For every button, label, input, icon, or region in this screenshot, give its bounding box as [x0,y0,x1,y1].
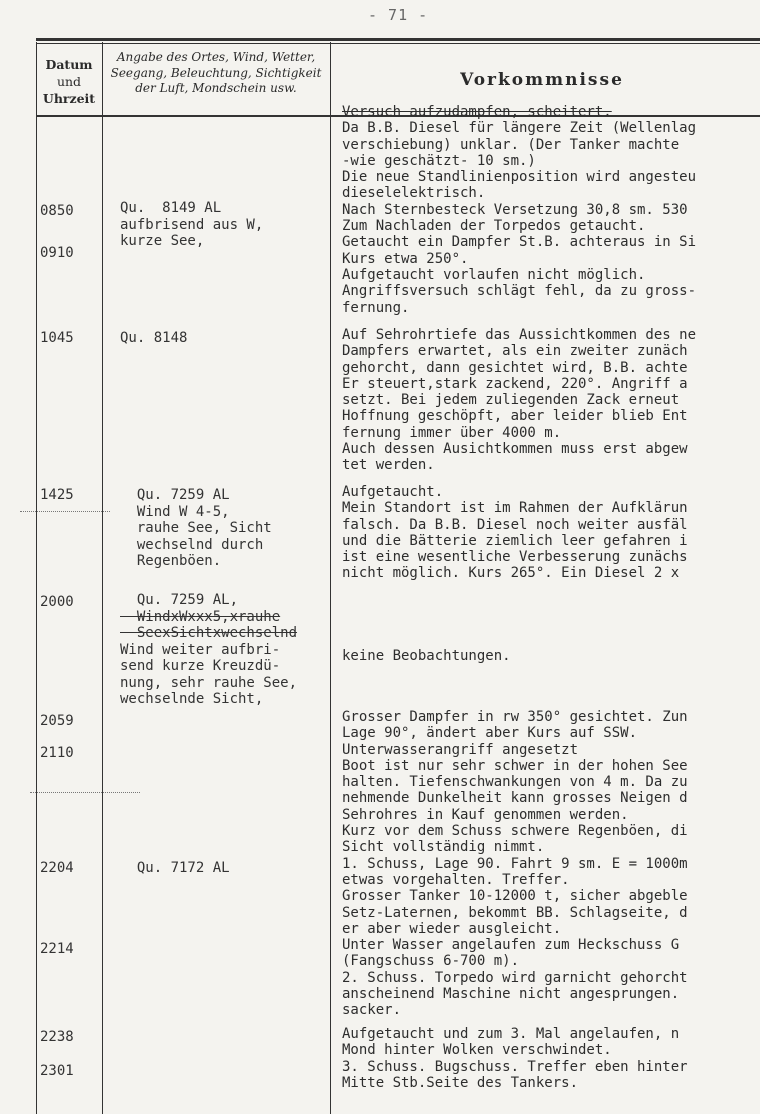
event-entry [342,327,760,474]
event-line: Auf Sehrohrtiefe das Aussichtkommen des ne [342,327,697,343]
location-line: send kurze Kreuzdü- [120,658,281,674]
location-entry [120,592,345,708]
location-line: nung, sehr rauhe See, [120,674,298,691]
event-line: Da B.B. Diesel für längere Zeit (Wellenlag [342,120,697,137]
location-line: WindxWxxx5,xrauhe [120,608,281,625]
dotted-mark [20,511,110,512]
event-line: und die Bätterie ziemlich leer gefahren i [342,532,688,549]
header-angabe: Angabe des Ortes, Wind, Wetter, Seegang, Beleuchtung, Sichtigkeit der Luft, Mondschein usw. [110,50,322,95]
event-line: Lage 90°, ändert aber Kurs auf SSW. [342,725,638,742]
event-line: Boot ist nur sehr schwer in der hohen See [342,757,688,774]
time-entry: 2301 [40,1063,74,1079]
event-line: fernung. [342,299,410,316]
event-line: halten. Tiefenschwankungen von 4 m. Da zu [342,774,688,791]
location-line: kurze See, [120,233,205,249]
event-line: fernung immer über 4000 m. [342,424,562,441]
event-line: (Fangschuss 6-700 m). [342,953,520,970]
location-line: Qu. 7259 AL, [120,592,239,608]
event-line: Setz-Laternen, bekommt BB. Schlagseite, d [342,904,688,921]
event-entry [342,1026,760,1091]
event-line: tet werden. [342,457,435,474]
time-entry: 2204 [40,860,74,876]
event-line: Zum Nachladen der Torpedos getaucht. [342,218,646,235]
event-line: Die neue Standlinienposition wird angesteu [342,169,697,186]
event-line: Aufgetaucht. [342,484,444,500]
header-datum: Datum und Uhrzeit [42,57,96,106]
event-line: Aufgetaucht vorlaufen nicht möglich. [342,266,646,283]
time-entry: 1425 [40,487,74,503]
location-entry [120,860,345,877]
event-line: Versuch aufzudampfen, scheitert. [342,104,612,120]
event-line: setzt. Bei jedem zuliegenden Zack erneut [342,392,680,409]
event-line: Grosser Tanker 10-12000 t, sicher abgeble [342,888,688,905]
event-line: gehorcht, dann gesichtet wird, B.B. achte [342,359,688,376]
location-line: Wind weiter aufbri- [120,641,281,658]
event-entry [342,648,760,664]
event-line: er aber wieder ausgleicht. [342,920,562,937]
location-line: Qu. 8148 [120,330,188,346]
time-entry: 2110 [40,745,74,761]
event-line: Mein Standort ist im Rahmen der Aufklärun [342,500,688,517]
column-line-datum [102,42,103,1114]
event-line: Aufgetaucht und zum 3. Mal angelaufen, n [342,1026,680,1042]
event-line: Hoffnung geschöpft, aber leider blieb Ent [342,408,688,425]
event-line: Kurz vor dem Schuss schwere Regenböen, di [342,823,688,840]
event-line: dieselelektrisch. [342,185,486,202]
event-line: Grosser Dampfer in rw 350° gesichtet. Zun [342,709,688,725]
event-line: anscheinend Maschine nicht angesprungen. [342,986,680,1003]
event-entry [342,104,760,316]
page-number: - 71 - [368,6,429,24]
location-line: Qu. 7259 AL [120,487,230,503]
event-line: Sicht vollständig nimmt. [342,839,545,856]
location-entry [120,330,345,347]
event-line: Getaucht ein Dampfer St.B. achteraus in Si [342,234,697,251]
location-entry [120,200,345,250]
event-line: -wie geschätzt- 10 sm.) [342,152,536,169]
time-entry: 0910 [40,245,74,261]
event-line: 1. Schuss, Lage 90. Fahrt 9 sm. E = 1000m [342,855,688,872]
event-line: Angriffsversuch schlägt fehl, da zu gross- [342,283,697,300]
event-line: Kurs etwa 250°. [342,250,469,267]
location-line: Qu. 7172 AL [120,860,230,876]
location-entry [120,487,345,570]
event-line: Auch dessen Ausichtkommen muss erst abgew [342,441,688,458]
location-line: Wind W 4-5, [120,503,230,520]
event-line: sacker. [342,1002,402,1019]
column-line-left [36,42,37,1114]
header-rule-top [36,38,760,41]
event-line: falsch. Da B.B. Diesel noch weiter ausfäl [342,516,688,533]
event-line: Sehrohres in Kauf genommen werden. [342,806,629,823]
event-line: 2. Schuss. Torpedo wird garnicht gehorcht [342,969,688,986]
event-line: Unter Wasser angelaufen zum Heckschuss G [342,937,680,954]
event-line: Mond hinter Wolken verschwindet. [342,1042,612,1059]
location-line: Regenböen. [120,553,222,569]
event-line: Er steuert,stark zackend, 220°. Angriff a [342,375,688,392]
location-line: SeexSichtxwechselnd [120,625,298,641]
time-entry: 2000 [40,594,74,610]
header-rule-top-thin [36,43,760,44]
header-vorkommnisse: Vorkommnisse [460,70,624,90]
dotted-mark [30,792,140,793]
event-line: ist eine wesentliche Verbesserung zunächs [342,549,688,566]
event-line: 3. Schuss. Bugschuss. Treffer eben hinter [342,1058,688,1075]
event-line: Unterwasserangriff angesetzt [342,741,579,758]
location-line: wechselnde Sicht, [120,691,264,707]
event-entry [342,484,760,582]
location-line: rauhe See, Sicht [120,520,272,536]
event-line: Mitte Stb.Seite des Tankers. [342,1074,579,1091]
time-entry: 1045 [40,330,74,346]
time-entry: 2238 [40,1029,74,1045]
event-line: nehmende Dunkelheit kann grosses Neigen d [342,790,688,807]
event-line: Nach Sternbesteck Versetzung 30,8 sm. 530 [342,201,688,218]
event-line: verschiebung) unklar. (Der Tanker machte [342,136,680,153]
time-entry: 0850 [40,203,74,219]
location-line: Qu. 8149 AL [120,200,222,216]
event-line: keine Beobachtungen. [342,648,511,664]
event-entry [342,709,760,1019]
location-line: aufbrisend aus W, [120,216,264,233]
time-entry: 2214 [40,941,74,957]
event-line: Dampfers erwartet, als ein zweiter zunäch [342,343,688,360]
location-line: wechselnd durch [120,536,264,553]
event-line: etwas vorgehalten. Treffer. [342,871,570,888]
time-entry: 2059 [40,713,74,729]
event-line: nicht möglich. Kurs 265°. Ein Diesel 2 x [342,565,680,582]
